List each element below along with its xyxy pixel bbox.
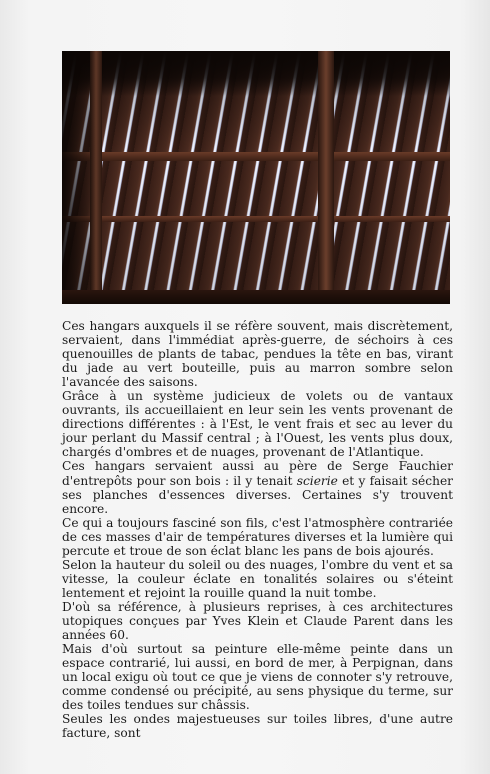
paragraph: Selon la hauteur du soleil ou des nuages, l'ombre du vent et sa vitesse, la couleur éclate en tonalités solaires ou s'éteint lentement et rejoint la rouille quand la nuit tombe. [62,557,453,600]
horizontal-beam [62,152,450,161]
paragraph: Ces hangars auxquels il se réfère souvent, mais discrètement, servaient, dans l'immédiat après-guerre, de séchoirs à ces quenouilles de plants de tabac, pendues la tête en bas, virant du jade au vert bouteille, puis au marron sombre selon l'avancée des saisons. [62,319,453,390]
italic-word: scierie [296,473,338,488]
roof-shadow [62,51,450,96]
vertical-post [318,51,334,304]
paragraph: Seules les ondes majestueuses sur toiles libres, d'une autre facture, sont [62,712,453,741]
text-run: Ces hangars servaient aussi au père de Serge Fauchier d'entrepôts pour son bois : il y tenait [62,459,453,488]
paragraph: Mais d'où surtout sa peinture elle-même peinte dans un espace contrarié, lui aussi, en bord de mer, à Perpignan, dans un local exigu où tout ce que je viens de connoter s'y retrouve, comme condensé ou précipité, au sens physique du terme, sur des toiles tendues sur châssis. [62,642,453,713]
floor-shadow [62,290,450,304]
barn-interior-photo [62,51,450,304]
body-text [62,319,453,740]
paragraph: Grâce à un système judicieux de volets ou de vantaux ouvrants, ils accueillaient en leur sein les vents provenant de directions différentes : à l'Est, le vent frais et sec au lever du jour perlant du Massif central ; à l'Ouest, les vents plus doux, chargés d'ombres et de nuages, provenant de l'Atlantique. [62,389,453,460]
paragraph [62,459,453,515]
horizontal-rail [62,216,450,222]
paragraph: Ce qui a toujours fasciné son fils, c'est l'atmosphère contrariée de ces masses d'air de températures diverses et la lumière qui percute et troue de son éclat blanc les pans de bois ajourés. [62,515,453,558]
text-run: et y faisait sécher ses planches d'essences diverses. Certaines s'y trouvent encore. [62,473,453,516]
paragraph: D'où sa référence, à plusieurs reprises, à ces architectures utopiques conçues par Yves Klein et Claude Parent dans les années 60. [62,599,453,643]
left-shadow [62,51,102,304]
